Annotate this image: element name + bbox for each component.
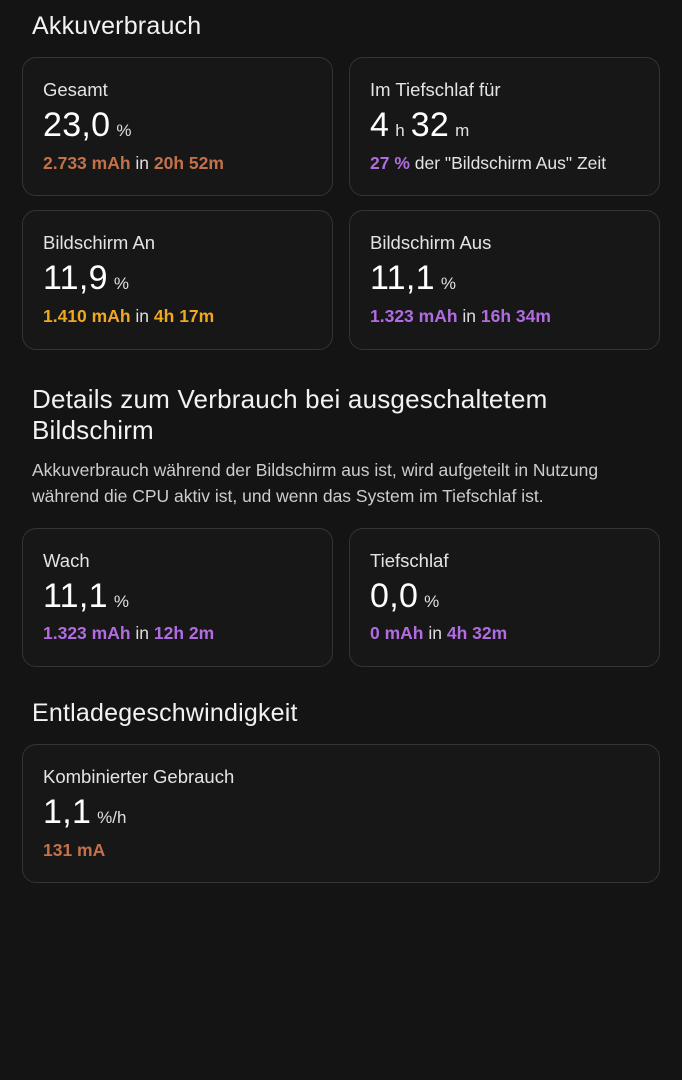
card-value: 0,0	[370, 576, 419, 615]
card-kombinierter-gebrauch[interactable]	[22, 744, 660, 883]
card-value-line	[43, 261, 312, 297]
card-detail-energy: 0 mAh	[370, 623, 424, 644]
card-detail-duration: 4h 17m	[153, 306, 215, 327]
card-label: Bildschirm Aus	[370, 232, 492, 254]
card-detail-middle: in	[130, 306, 154, 327]
card-detail-duration: 4h 32m	[446, 623, 508, 644]
page-title: Akkuverbrauch	[32, 12, 202, 40]
card-label: Bildschirm An	[43, 232, 156, 254]
card-unit: %	[113, 591, 129, 611]
card-wach[interactable]	[22, 528, 333, 667]
card-detail-middle: der "Bildschirm Aus" Zeit	[409, 152, 607, 173]
card-bildschirm-aus[interactable]	[349, 210, 660, 349]
card-unit: %	[113, 274, 129, 294]
battery-usage-row-2	[22, 210, 660, 349]
card-unit: %	[424, 591, 440, 611]
card-value-hours: 4	[370, 106, 390, 145]
card-tiefschlaf-fuer[interactable]	[349, 57, 660, 196]
card-label: Im Tiefschlaf für	[370, 79, 501, 100]
card-tiefschlaf[interactable]	[349, 528, 660, 667]
card-bildschirm-an[interactable]	[22, 210, 333, 349]
card-value-minutes: 32	[410, 106, 450, 145]
card-detail-middle: in	[130, 152, 154, 173]
card-value: 1,1	[43, 793, 92, 832]
card-detail	[370, 152, 639, 176]
card-detail-duration: 16h 34m	[480, 306, 551, 327]
card-detail-middle: in	[457, 306, 481, 327]
discharge-speed-title: Entladegeschwindigkeit	[32, 699, 298, 728]
card-unit: %	[440, 274, 456, 294]
discharge-speed-row	[22, 744, 660, 883]
card-value-line	[370, 108, 639, 144]
screen-off-details-row	[22, 528, 660, 667]
card-detail-energy: 2.733 mAh	[43, 152, 131, 173]
card-detail	[43, 622, 312, 646]
card-value-line	[370, 261, 639, 297]
card-detail-percent: 27 %	[370, 152, 410, 173]
battery-usage-row-1	[22, 57, 660, 196]
card-value: 11,9	[43, 259, 108, 298]
card-detail	[43, 839, 639, 863]
card-detail-energy: 1.323 mAh	[370, 306, 458, 327]
card-detail	[43, 305, 312, 329]
card-value: 23,0	[43, 106, 111, 145]
card-label: Tiefschlaf	[370, 549, 449, 571]
card-label: Wach	[43, 549, 90, 571]
card-gesamt[interactable]	[22, 57, 333, 196]
card-value: 11,1	[370, 259, 435, 298]
card-value-line	[43, 576, 312, 615]
card-unit-minutes: m	[455, 121, 470, 141]
card-value-line	[370, 576, 639, 615]
screen-off-details-description: Akkuverbrauch während der Bildschirm aus ist, wird aufgeteilt in Nutzung während die CPU aktiv ist, und wenn das System im Tiefschlaf ist.	[32, 460, 599, 507]
card-detail-current: 131 mA	[43, 839, 106, 860]
card-detail-duration: 20h 52m	[153, 152, 224, 173]
card-unit: %/h	[97, 808, 127, 828]
screen-off-details-title: Details zum Verbrauch bei ausgeschaltetem Bildschirm	[32, 383, 548, 446]
card-detail-duration: 12h 2m	[153, 623, 215, 644]
card-value-line	[43, 108, 312, 144]
card-value: 11,1	[43, 576, 108, 615]
card-detail-energy: 1.323 mAh	[43, 623, 131, 644]
card-detail	[43, 152, 312, 176]
card-label: Gesamt	[43, 79, 108, 100]
card-detail-middle: in	[130, 623, 154, 644]
card-value-line	[43, 795, 639, 831]
card-detail	[370, 622, 639, 646]
card-detail-energy: 1.410 mAh	[43, 306, 131, 327]
card-unit-hours: h	[395, 121, 405, 141]
card-detail	[370, 305, 639, 329]
card-unit: %	[116, 121, 132, 141]
card-detail-middle: in	[423, 623, 447, 644]
card-label: Kombinierter Gebrauch	[43, 766, 235, 788]
